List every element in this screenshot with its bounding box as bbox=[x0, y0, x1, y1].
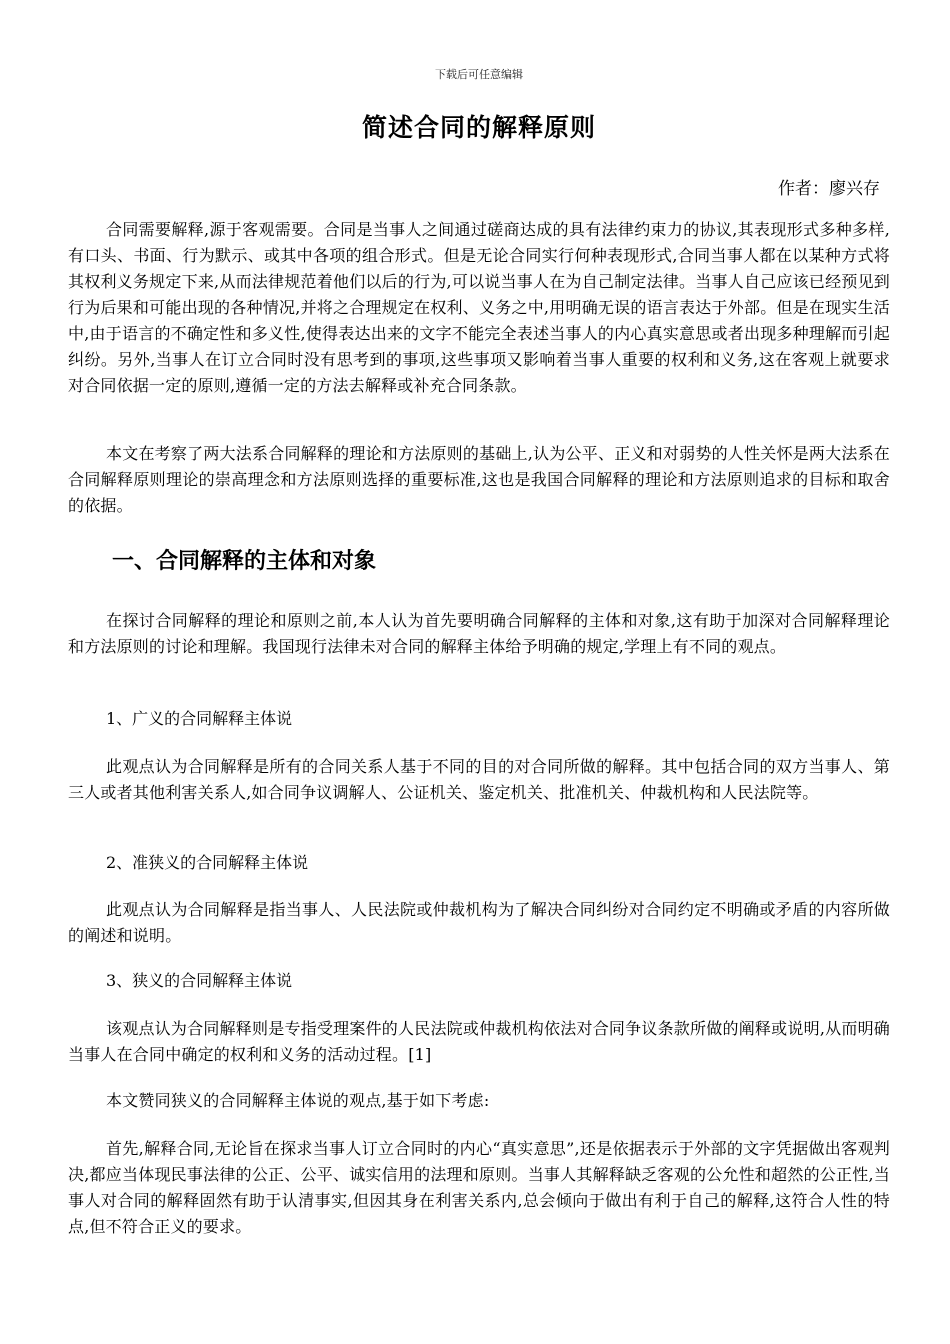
subheading-text: 3、狭义的合同解释主体说 bbox=[106, 971, 293, 990]
paragraph-text: 在探讨合同解释的理论和原则之前,本人认为首先要明确合同解释的主体和对象,这有助于加深对合同解释理论和方法原则的讨论和理解。我国现行法律未对合同的解释主体给予明确的规定,学理上有不同的观点。 bbox=[68, 611, 890, 656]
subheading-1 bbox=[68, 706, 890, 732]
paragraph-text: 本文在考察了两大法系合同解释的理论和方法原则的基础上,认为公平、正义和对弱势的人性关怀是两大法系在合同解释原则理论的崇高理念和方法原则选择的重要标准,这也是我国合同解释的理论和方法原则追求的目标和取舍的依据。 bbox=[68, 444, 890, 515]
section-title: 一、合同解释的主体和对象 bbox=[112, 549, 377, 574]
paragraph-text: 首先,解释合同,无论旨在探求当事人订立合同时的内心“真实意思”,还是依据表示于外部的文字凭据做出客观判决,都应当体现民事法律的公正、公平、诚实信用的法理和原则。当事人其解释缺乏客观的公允性和超然的公正性,当事人对合同的解释固然有助于认清事实,但因其身在利害关系内,总会倾向于做出有利于自己的解释,这符合人性的特点,但不符合正义的要求。 bbox=[68, 1139, 890, 1236]
paragraph-intro-2 bbox=[68, 441, 890, 519]
header-watermark: 下载后可任意编辑 bbox=[435, 68, 523, 81]
paragraph-7 bbox=[68, 1088, 890, 1114]
subheading-text: 1、广义的合同解释主体说 bbox=[106, 709, 293, 728]
paragraph-text: 该观点认为合同解释则是专指受理案件的人民法院或仲裁机构依法对合同争议条款所做的阐释或说明,从而明确当事人在合同中确定的权利和义务的活动过程。[1] bbox=[68, 1019, 890, 1064]
paragraph-5 bbox=[68, 897, 890, 949]
paragraph-text: 此观点认为合同解释是所有的合同关系人基于不同的目的对合同所做的解释。其中包括合同的双方当事人、第三人或者其他利害关系人,如合同争议调解人、公证机关、鉴定机关、批准机关、仲裁机构和人民法院等。 bbox=[68, 757, 890, 802]
subheading-3 bbox=[68, 968, 890, 994]
paragraph-text: 本文赞同狭义的合同解释主体说的观点,基于如下考虑: bbox=[106, 1091, 490, 1110]
paragraph-4 bbox=[68, 754, 890, 806]
paragraph-intro-1 bbox=[68, 217, 890, 399]
paragraph-8 bbox=[68, 1136, 890, 1240]
subheading-2 bbox=[68, 850, 890, 876]
document-title: 简述合同的解释原则 bbox=[361, 113, 596, 142]
document-author: 作者：廖兴存 bbox=[778, 179, 880, 199]
subheading-text: 2、准狭义的合同解释主体说 bbox=[106, 853, 309, 872]
paragraph-6 bbox=[68, 1016, 890, 1068]
paragraph-3 bbox=[68, 608, 890, 660]
paragraph-text: 合同需要解释,源于客观需要。合同是当事人之间通过磋商达成的具有法律约束力的协议,其表现形式多种多样,有口头、书面、行为默示、或其中各项的组合形式。但是无论合同实行何种表现形式,合同当事人都在以某种方式将其权利义务规定下来,从而法律规范着他们以后的行为,可以说当事人在为自己制定法律。当事人自己应该已经预见到行为后果和可能出现的各种情况,并将之合理规定在权利、义务之中,用明确无误的语言表达于外部。但是在现实生活中,由于语言的不确定性和多义性,使得表达出来的文字不能完全表述当事人的内心真实意思或者出现多种理解而引起纠纷。另外,当事人在订立合同时没有思考到的事项,这些事项又影响着当事人重要的权利和义务,这在客观上就要求对合同依据一定的原则,遵循一定的方法去解释或补充合同条款。 bbox=[68, 220, 890, 395]
section-heading-1 bbox=[68, 547, 890, 577]
paragraph-text: 此观点认为合同解释是指当事人、人民法院或仲裁机构为了解决合同纠纷对合同约定不明确或矛盾的内容所做的阐述和说明。 bbox=[68, 900, 890, 945]
